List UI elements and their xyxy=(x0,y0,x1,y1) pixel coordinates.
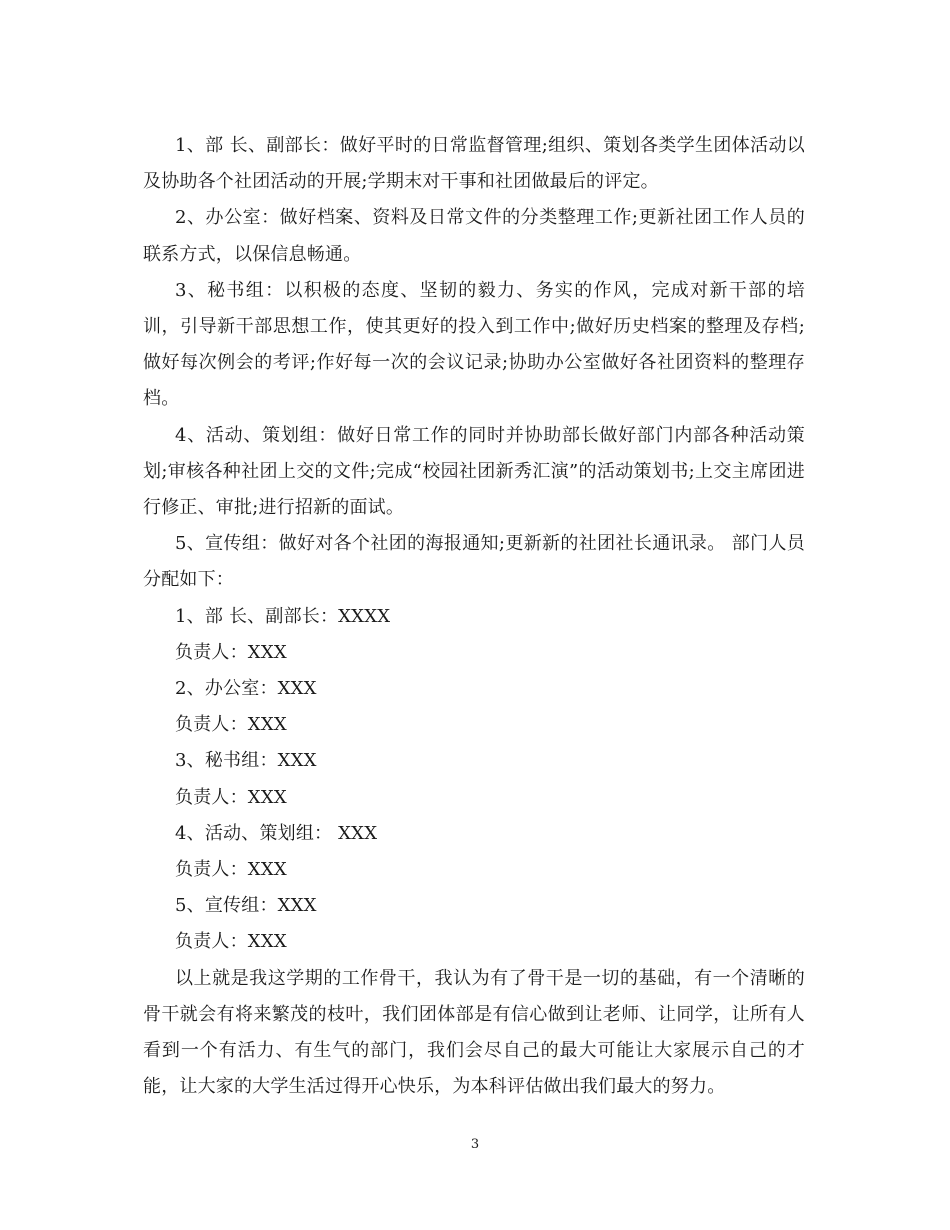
staff-line-minister: 1、部 长、副部长：XXXX xyxy=(175,605,391,627)
staff-line-person-in-charge: 负责人：XXX xyxy=(175,931,287,953)
staff-line-secretary: 3、秘书组：XXX xyxy=(175,750,317,772)
staff-line-activity-planning: 4、活动、策划组： XXX xyxy=(175,822,378,844)
duty-paragraph-activity-planning: 4、活动、策划组：做好日常工作的同时并协助部长做好部门内部各种活动策划;审核各种社团上交的文件;完成“校园社团新秀汇演”的活动策划书;上交主席团进行修正、审批;进行招新的面试。 xyxy=(143,424,805,519)
duty-paragraph-office: 2、办公室：做好档案、资料及日常文件的分类整理工作;更新社团工作人员的联系方式，以保信息畅通。 xyxy=(143,207,805,265)
page-number: 3 xyxy=(470,1137,480,1152)
duty-paragraph-publicity: 5、宣传组：做好对各个社团的海报通知;更新新的社团社长通讯录。 部门人员分配如下： xyxy=(143,533,805,591)
duty-paragraph-secretary: 3、秘书组：以积极的态度、坚韧的毅力、务实的作风，完成对新干部的培训，引导新干部思想工作，使其更好的投入到工作中;做好历史档案的整理及存档;做好每次例会的考评;作好每一次的会议记录;协助办公室做好各社团资料的整理存档。 xyxy=(143,279,805,410)
staff-line-office: 2、办公室：XXX xyxy=(175,678,317,700)
staff-line-publicity: 5、宣传组：XXX xyxy=(175,895,317,917)
staff-line-person-in-charge: 负责人：XXX xyxy=(175,859,287,881)
document-body xyxy=(143,128,805,1105)
staff-line-person-in-charge: 负责人：XXX xyxy=(175,641,287,663)
staff-line-person-in-charge: 负责人：XXX xyxy=(175,786,287,808)
staff-line-person-in-charge: 负责人：XXX xyxy=(175,714,287,736)
closing-paragraph: 以上就是我这学期的工作骨干，我认为有了骨干是一切的基础，有一个清晰的骨干就会有将来繁茂的枝叶，我们团体部是有信心做到让老师、让同学，让所有人看到一个有活力、有生气的部门，我们会尽自己的最大可能让大家展示自己的才能，让大家的大学生活过得开心快乐，为本科评估做出我们最大的努力。 xyxy=(143,967,805,1098)
duty-paragraph-minister: 1、部 长、副部长：做好平时的日常监督管理;组织、策划各类学生团体活动以及协助各个社团活动的开展;学期末对干事和社团做最后的评定。 xyxy=(143,135,805,193)
